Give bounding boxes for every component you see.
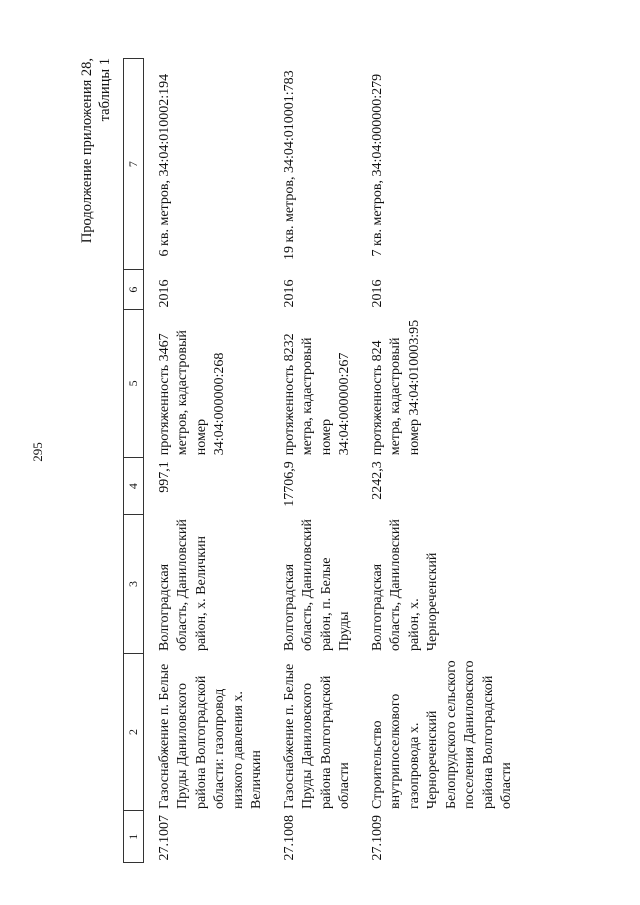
cell-object-name: Строительство внутрипоселкового газопровода х. Чернореченский Белопрудского сельского поселения Даниловского района Волгоградской области <box>369 660 514 809</box>
page-number: 295 <box>30 442 45 462</box>
cell-location: Волгоградская область, Даниловский район, х. Чернореченский <box>369 519 440 652</box>
cell-note: 7 кв. метров, 34:04:000000:279 <box>369 73 385 257</box>
column-header-7: 7 <box>124 59 144 270</box>
caption-line-2: таблицы 1 <box>97 58 113 122</box>
cell-number: 27.1009 <box>369 815 385 861</box>
table-header-row <box>124 59 144 863</box>
rotated-page-content <box>78 58 623 863</box>
cell-year: 2016 <box>369 279 385 308</box>
cell-number: 27.1008 <box>281 815 297 861</box>
cell-object-name: Газоснабжение п. Белые Пруды Даниловского района Волгоградской области: газопровод низкого давления х. Величкин <box>156 663 264 809</box>
cell-note: 19 кв. метров, 34:04:010001:783 <box>281 70 297 260</box>
data-table <box>123 58 517 863</box>
cell-number: 27.1007 <box>156 815 172 861</box>
table-row <box>355 59 517 863</box>
cell-value: 17706,9 <box>281 461 297 507</box>
column-header-3: 3 <box>124 515 144 653</box>
cell-note: 6 кв. метров, 34:04:010002:194 <box>156 73 172 257</box>
column-header-4: 4 <box>124 457 144 515</box>
cell-description: протяженность 8232 метра, кадастровый номер 34:04:000000:267 <box>281 333 352 456</box>
cell-year: 2016 <box>156 279 172 308</box>
table-row <box>267 59 355 863</box>
cell-location: Волгоградская область, Даниловский район, х. Величкин <box>156 519 209 652</box>
cell-value: 2242,3 <box>369 461 385 500</box>
column-header-6: 6 <box>124 270 144 310</box>
cell-year: 2016 <box>281 279 297 308</box>
table-caption <box>78 58 114 243</box>
column-header-1: 1 <box>124 811 144 863</box>
cell-description: протяженность 824 метра, кадастровый номер 34:04:010003:95 <box>369 319 422 456</box>
cell-location: Волгоградская область, Даниловский район, п. Белые Пруды <box>281 519 352 652</box>
cell-value: 997,1 <box>156 461 172 493</box>
caption-line-1: Продолжение приложения 28, <box>79 58 95 244</box>
cell-object-name: Газоснабжение п. Белые Пруды Даниловского района Волгоградской области <box>281 663 352 809</box>
column-header-2: 2 <box>124 653 144 811</box>
table-row <box>143 59 267 863</box>
column-header-5: 5 <box>124 309 144 457</box>
cell-description: протяженность 3467 метров, кадастровый номер 34:04:000000:268 <box>156 330 227 456</box>
